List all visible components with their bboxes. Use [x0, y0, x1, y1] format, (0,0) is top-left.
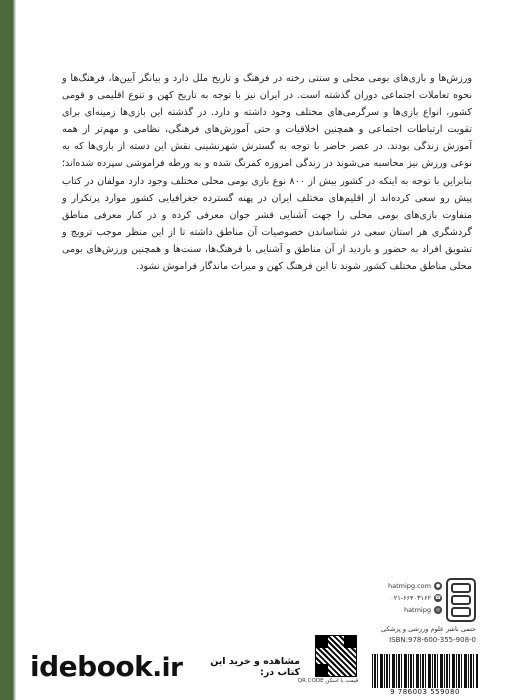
- website-row[interactable]: [370, 580, 442, 592]
- back-cover-description: ورزش‌ها و بازی‌های بومی محلی و سنتی رخنه در فرهنگ و تاریخ ملل دارد و بیانگر آیین‌ها، فرهنگ‌ها و نحوه تعاملات اجتماعی دوران گذشته است. در ایران نیز با توجه به تاریخ کهن و تنوع اقلیمی و قومی کشور، انواع بازی‌ها و سرگرمی‌های مختلف وجود داشته و دارد. در گذشته این بازی‌ها زمینه‌ای برای تقویت ارتباطات اجتماعی و همچنین اخلاقیات و حتی آموزش‌های فرهنگی، نظامی و مهم‌تر از همه آموزش زندگی بودند. در عصر حاضر با توجه به گسترش شهرنشینی نقش این دسته از بازی‌ها که به نوعی ورزش نیز محاسبه می‌شوند در زندگی امروزه کمرنگ شده و به ورطه فراموشی سپرده شده‌اند؛ بنابراین با توجه به اینکه در کشور بیش از ۸۰۰ نوع بازی بومی محلی مختلف وجود دارد مولفان در کتاب پیش رو سعی کرده‌اند از اقلیم‌های مختلف ایران در پهنه گسترده جغرافیایی کشور موارد پرتکرار و متفاوت بازی‌های بومی محلی را جهت آشنایی قشر جوان معرفی کرده و در کنار معرفی مناطق گردشگری هر استان سعی در شناساندن خصوصیات آن مناطق داشته تا از این منظر موجب ترویج و تشویق افراد به حضور و بازدید از آن مناطق و آشنایی با فرهنگ‌ها، سنت‌ها و همچنین ورزش‌های بومی محلی مناطق مختلف کشور شوند تا این فرهنگ کهن و میراث ماندگار فراموش نشود.: [62, 73, 473, 273]
- publisher-contacts: [370, 580, 442, 616]
- watermark-part-1: ideb: [30, 650, 97, 683]
- spine-shadow: [12, 0, 16, 700]
- publisher-info: [368, 578, 476, 648]
- watermark-part-3: .ir: [152, 653, 183, 683]
- qr-label: قیمت با اسکن QR CODE: [297, 678, 359, 684]
- publisher-name: حتمی ناشر علوم ورزشی و پزشکی: [381, 625, 476, 633]
- phone-text: ۰۲۱-۶۶۴۰۳۱۶۲: [390, 594, 431, 602]
- barcode-digits: 9 786003 559080: [372, 688, 478, 698]
- view-and-buy-text: مشاهده و خرید این کتاب در:: [210, 656, 300, 678]
- idebook-watermark[interactable]: [30, 650, 182, 683]
- watermark-part-2: ook: [96, 650, 153, 683]
- phone-row[interactable]: [370, 592, 442, 604]
- instagram-icon: ◎: [435, 607, 441, 613]
- publisher-logo-icon: [446, 578, 476, 622]
- isbn-text: ISBN:978-600-355-908-0: [389, 636, 476, 644]
- social-row[interactable]: [370, 604, 442, 616]
- book-spine: [0, 0, 12, 700]
- qr-code[interactable]: [315, 635, 357, 677]
- social-text: hatmipg: [403, 606, 431, 614]
- website-text: hatmipg.com: [388, 582, 431, 590]
- phone-icon: ☎: [434, 595, 442, 601]
- globe-icon: ●: [435, 583, 441, 589]
